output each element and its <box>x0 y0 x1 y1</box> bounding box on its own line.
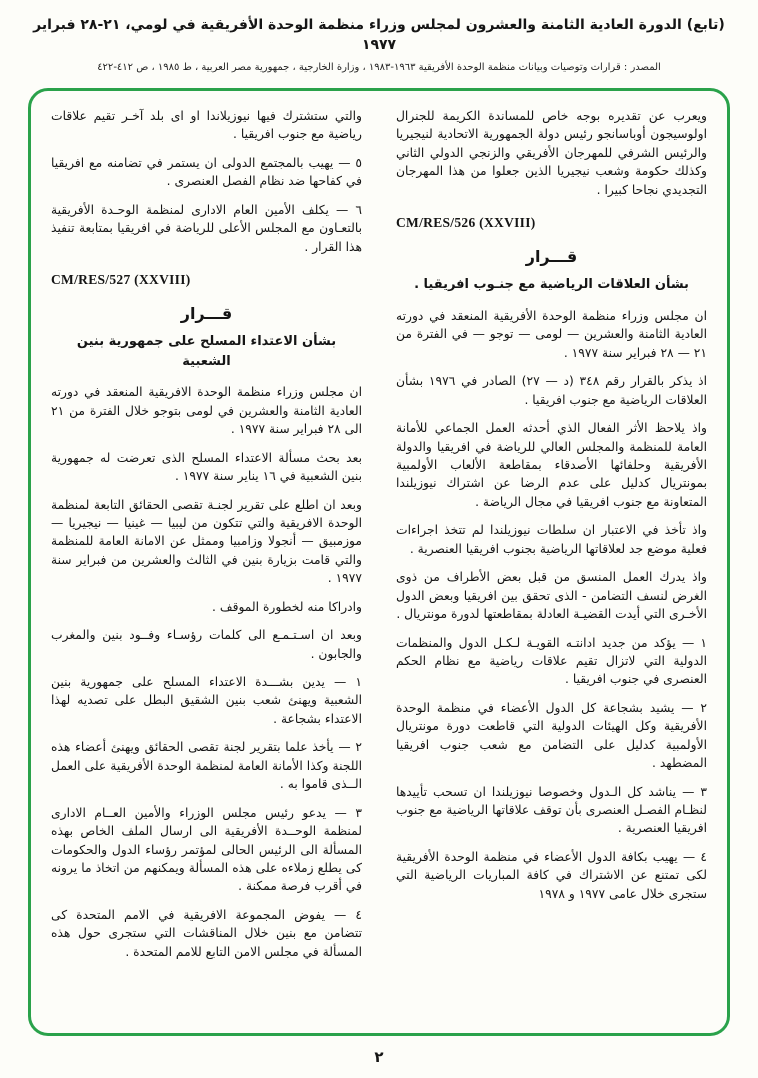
column-left <box>51 107 362 1017</box>
page-header <box>0 0 758 73</box>
paragraph: ٣ — يناشد كل الـدول وخصوصا نيوزيلندا ان تسحب تأييدها لنظـام الفصـل العنصرى بأن توقف علاقاتها الرياضية مع جنوب افريقيا العنصرية . <box>396 784 707 836</box>
resolution-subject: بشأن الاعتداء المسلح على جمهورية بنين الشعبية <box>76 334 337 369</box>
paragraph: ٢ — يشيد بشجاعة كل الدول الأعضاء في منظمة الوحدة الأفريقية وكل الهيئات الدولية التي قاطعت دورة مونتريال الأولمبية كدليل على التضامن مع شعب جنوب افريقيا المضطهد . <box>396 700 707 771</box>
page-number: ٢ <box>374 1048 384 1066</box>
resolution-subject: بشأن العلاقات الرياضية مع جنـوب افريقيا . <box>414 277 689 293</box>
two-column-layout <box>51 107 707 1017</box>
resolution-title: قـــرار <box>180 304 233 324</box>
resolution-ref: CM/RES/526 (XXVIII) <box>396 215 536 231</box>
paragraph: ان مجلس وزراء منظمة الوحدة الأفريقية المنعقد في دورته العادية الثامنة والعشرين — لومى — توجو — في الفترة من ٢١ — ٢٨ فبراير سنة ١٩٧٧ . <box>396 308 707 360</box>
paragraph: ٥ — يهيب بالمجتمع الدولى ان يستمر في تضامنه مع افريقيا في كفاحها ضد نظام الفصل العنصرى . <box>51 155 362 189</box>
paragraph: اذ يذكر بالقرار رقم ٣٤٨ (د — ٢٧) الصادر في ١٩٧٦ بشأن العلاقات الرياضية مع جنوب افريقيا . <box>396 374 707 407</box>
paragraph: واذ يدرك العمل المنسق من قبل بعض الأطراف من ذوى الغرض لنسف التضامن - الذى تحقق بين افريقيا وبعض الدول الأخـرى التي أيدت القضيـة العادلة بمقاطعتها لدورة مونتريال . <box>396 570 707 622</box>
paragraph: ٢ — يأخذ علما بتقرير لجنة تقصى الحقائق ويهنئ أعضاء هذه اللجنة وكذا الأمانة العامة لمنظمة الوحدة الأفريقية على العمل الــذى قاموا به . <box>51 740 362 792</box>
paragraph: ٣ — يدعو رئيس مجلس الوزراء والأمين العــام الادارى لمنظمة الوحــدة الأفريقية الى ارسال الملف الخاص بهذه المسألة الى الرئيس الحالى لمؤتمر رؤساء الدول والحكومات كى يطلع زملاءه على هذه المسألة ويمكنهم من اتخاذ ما يرونه في أقرب فرصة ممكنة . <box>51 805 362 894</box>
paragraph: واذ تأخذ في الاعتبار ان سلطات نيوزيلندا لم تتخذ اجراءات فعلية موضع جد لعلاقاتها الرياضية بجنوب افريقيا العنصرية . <box>396 523 707 556</box>
paragraph: ٦ — يكلف الأمين العام الادارى لمنظمة الوحـدة الأفريقية بالتعـاون مع المجلس الأعلى للرياضة في افريقيا بمتابعة تنفيذ هذا القرار . <box>51 202 362 254</box>
paragraph: ١ — يؤكد من جديد ادانتـه القويـة لـكـل الدول والمنظمات الدولية التي لاتزال تقيم علاقات رياضية مع نظام الحكم العنصرى في جنوب افريقيا . <box>396 635 707 687</box>
paragraph: ١ — يدين بشـــدة الاعتداء المسلح على جمهورية بنين الشعبية ويهنئ شعب بنين الشقيق البطل على تصديه لهذا الاعتداء بشجاعة . <box>51 675 362 726</box>
resolution-title: قـــرار <box>525 247 578 267</box>
paragraph: بعد بحث مسألة الاعتداء المسلح الذى تعرضت له جمهورية بنين الشعبية في ١٦ يناير سنة ١٩٧٧ . <box>51 450 362 484</box>
paragraph: ٤ — يفوض المجموعة الافريقية في الامم المتحدة كى تتضامن مع بنين خلال المناقشات التي ستجرى حول هذه المسألة في مجلس الامن التابع للامم المتحدة . <box>51 907 362 959</box>
paragraph: واذ يلاحظ الأثر الفعال الذي أحدثه العمل الجماعي للأمانة العامة للمنظمة والمجلس العالي للرياضة في افريقيا والدولة الأفريقية وحلفائها الأصدقاء بمقاطعة الألعاب الأولمبية بمونتريال كدليل على عدم الرضا عن اشتراك نيوزيلندا المتعاونة مع جنوب افريقيا في مجال الرياضة . <box>396 421 707 509</box>
paragraph: وبعد ان اطلع على تقرير لجنـة تقصى الحقائق التابعة لمنظمة الوحدة الافريقية والتي تتكون من ليبيا — غينيا — نيجيريا — موزمبيق — أنجولا وزامبيا وممثل عن الامانة العامة للمنظمة والتي قامت بزيارة بنين في الثالث والعشرين من فبراير سنة ١٩٧٧ . <box>51 497 362 586</box>
header-title: (تابع) الدورة العادية الثامنة والعشرون لمجلس وزراء منظمة الوحدة الأفريقية في لومي، ٢١-٢٨ فبراير ١٩٧٧ <box>33 17 725 53</box>
paragraph: وبعد ان اسـتـمـع الى كلمات رؤسـاء وفــود بنين والمغرب والجابون . <box>51 628 362 661</box>
paragraph: وادراكا منه لخطورة الموقف . <box>212 599 362 614</box>
paragraph: والتي ستشترك فيها نيوزيلاندا او اى بلد آخـر تقيم علاقات رياضية مع جنوب افريقيا . <box>51 109 362 142</box>
paragraph: ان مجلس وزراء منظمة الوحدة الافريقية المنعقد في دورته العادية الثامنة والعشرين في لومى بتوجو خلال الفترة من ٢١ الى ٢٨ فبراير سنة ١٩٧٧ . <box>51 385 362 437</box>
paragraph: ويعرب عن تقديره بوجه خاص للمساندة الكريمة للجنرال اولوسيجون أوباسانجو رئيس دولة الجمهورية الاتحادية لنيجيريا والرئيس الشرفي للمهرجان الأفريقي والزنجي الدولي الثاني وكذلك حكومة وشعب نيجيريا الذين جعلوا من هذا المهرجان التجديدي نجاحا كبيرا . <box>396 109 707 197</box>
column-right <box>396 107 707 1017</box>
header-source: المصدر : قرارات وتوصيات وبيانات منظمة الوحدة الأفريقية ١٩٦٣-١٩٨٣ ، وزارة الخارجية ، جمهورية مصر العربية ، ط ١٩٨٥ ، ص ٤١٢-٤٢٢ <box>97 62 661 74</box>
resolution-ref: CM/RES/527 (XXVIII) <box>51 272 191 288</box>
paragraph: ٤ — يهيب بكافة الدول الأعضاء في منظمة الوحدة الأفريقية لكى تمتنع عن الاشتراك في كافة المباريات الرياضية التي ستجرى خلال عامى ١٩٧٧ و ١٩٧٨ <box>396 849 707 901</box>
green-border-frame <box>28 88 730 1036</box>
